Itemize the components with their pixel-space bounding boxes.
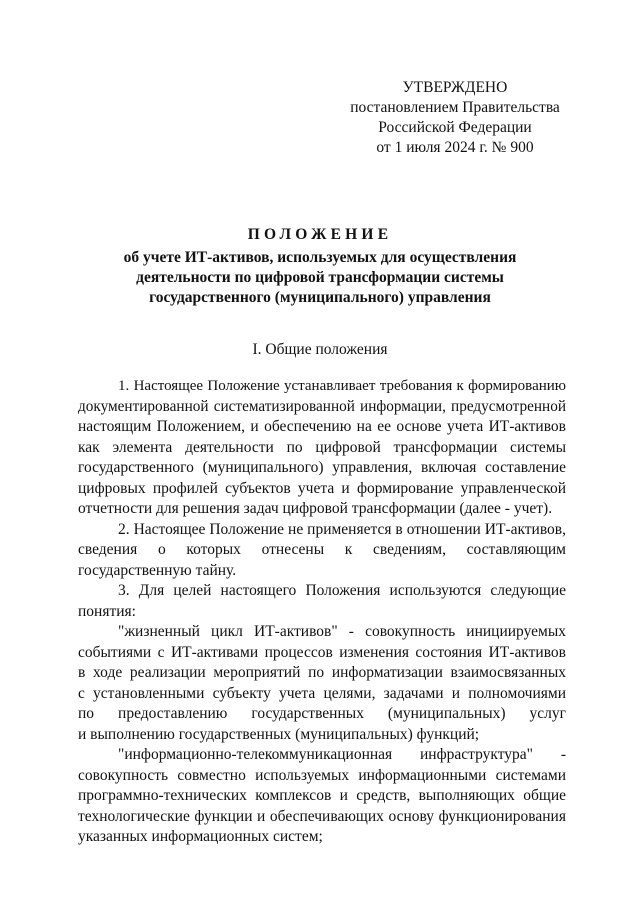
paragraph-line: как элемента деятельности по цифровой трансформации системы [78,438,566,456]
approval-line: от 1 июля 2024 г. № 900 [376,139,534,156]
paragraph-line: сведения о которых отнесены к сведениям, составляющим [78,541,566,558]
paragraph-line: программно-технических комплексов и средств, выполняющих общие [78,787,566,804]
document-heading: ПОЛОЖЕНИЕ [247,226,393,243]
paragraph [78,581,566,622]
paragraph-line: по предоставлению государственных (муниципальных) услуг [78,705,566,722]
approval-stamp-block [340,78,570,158]
paragraph-line: 3. Для целей настоящего Положения используются следующие [118,582,566,599]
paragraph-line: "жизненный цикл ИТ-активов" - совокупность инициируемых [118,623,566,640]
document-subtitle [60,248,580,308]
paragraph-line: государственного (муниципального) управления, включая составление [78,459,566,476]
paragraph [78,622,566,745]
paragraph-line: указанных информационных систем; [78,828,323,845]
approval-line: постановлением Правительства [350,99,560,116]
paragraph-line: 1. Настоящее Положение устанавливает требования к формированию [118,378,566,394]
paragraph-line: "информационно-телекоммуникационная инфраструктура" - [118,746,566,763]
paragraph-line: технологические функции и обеспечивающих основу функционирования [78,807,566,825]
subtitle-line: государственного (муниципального) управления [149,289,491,306]
paragraph-line: совокупность совместно используемых информационными системами [78,766,566,784]
subtitle-line: об учете ИТ-активов, используемых для осуществления [123,249,517,266]
section-title: I. Общие положения [252,341,388,358]
paragraph-line: государственную тайну. [78,561,237,579]
subtitle-line: деятельности по цифровой трансформации системы [136,269,504,286]
document-body [78,376,566,848]
paragraph [78,520,566,582]
paragraph-line: в ходе реализации мероприятий по информатизации взаимосвязанных [78,664,566,681]
paragraph-line: понятия: [78,602,136,620]
paragraph-line: событиями с ИТ-активами процессов изменения состояния ИТ-активов [78,643,566,661]
approval-line: Российской Федерации [378,119,532,136]
paragraph-line: отчетности для решения задач цифровой трансформации (далее - учет). [78,500,553,517]
paragraph-line: и выполнению государственных (муниципальных) функций; [78,725,480,743]
paragraph [78,376,566,520]
paragraph-line: настоящим Положением, и обеспечению на ее основе учета ИТ-активов [78,418,566,435]
paragraph-line: с установленными субъекту учета целями, задачами и полномочиями [78,684,566,702]
paragraph-line: документированной систематизированной информации, предусмотренной [78,397,566,415]
approval-line: УТВЕРЖДЕНО [402,79,508,96]
paragraph [78,745,566,848]
paragraph-line: цифровых профилей субъектов учета и формирование управленческой [78,479,566,497]
paragraph-line: 2. Настоящее Положение не применяется в отношении ИТ-активов, [118,520,566,538]
